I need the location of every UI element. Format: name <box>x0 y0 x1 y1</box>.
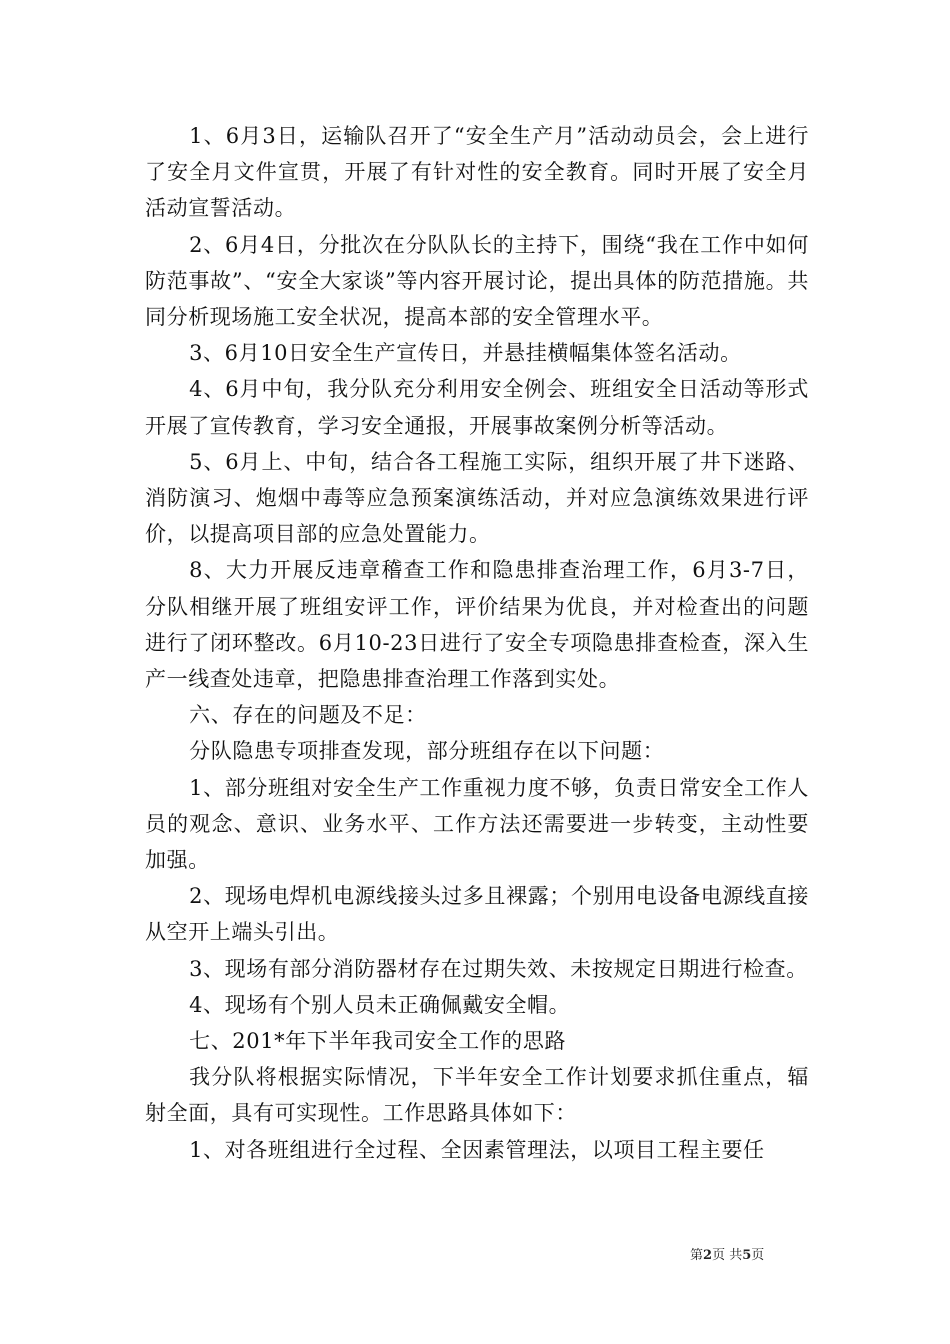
paragraph-11: 4、现场有个别人员未正确佩戴安全帽。 <box>189 992 571 1017</box>
page-number-footer <box>690 1248 820 1264</box>
paragraph-1: 1、6月3日，运输队召开了“安全生产月”活动动员会，会上进行了安全月文件宣贯，开展了有针对性的安全教育。同时开展了安全月活动宣誓活动。 <box>145 124 809 221</box>
paragraph-4: 4、6月中旬，我分队充分利用安全例会、班组安全日活动等形式开展了宣传教育，学习安全通报，开展事故案例分析等活动。 <box>145 377 809 438</box>
footer-current-page: 2 <box>703 1248 713 1263</box>
footer-total-pages: 5 <box>742 1248 752 1263</box>
document-body <box>145 118 809 1168</box>
section-heading-problems: 六、存在的问题及不足： <box>189 703 427 728</box>
footer-middle: 页 共 <box>712 1248 743 1263</box>
section-heading-plan: 七、201*年下半年我司安全工作的思路 <box>189 1029 567 1054</box>
footer-suffix: 页 <box>751 1248 765 1263</box>
paragraph-3: 3、6月10日安全生产宣传日，并悬挂横幅集体签名活动。 <box>189 341 742 366</box>
paragraph-9: 2、现场电焊机电源线接头过多且裸露；个别用电设备电源线直接从空开上端头引出。 <box>145 884 809 945</box>
paragraph-13: 1、对各班组进行全过程、全因素管理法，以项目工程主要任 <box>189 1137 765 1162</box>
footer-prefix: 第 <box>690 1248 704 1263</box>
paragraph-7: 分队隐患专项排查发现，部分班组存在以下问题： <box>189 739 665 764</box>
paragraph-10: 3、现场有部分消防器材存在过期失效、未按规定日期进行检查。 <box>189 956 808 981</box>
paragraph-2: 2、6月4日，分批次在分队队长的主持下，围绕“我在工作中如何防范事故”、“安全大家谈”等内容开展讨论，提出具体的防范措施。共同分析现场施工安全状况，提高本部的安全管理水平。 <box>145 232 809 330</box>
paragraph-8: 1、部分班组对安全生产工作重视力度不够，负责日常安全工作人员的观念、意识、业务水平、工作方法还需要进一步转变，主动性要加强。 <box>145 775 809 873</box>
paragraph-6: 8、大力开展反违章稽查工作和隐患排查治理工作，6月3-7日，分队相继开展了班组安评工作，评价结果为优良，并对检查出的问题进行了闭环整改。6月10-23日进行了安全专项隐患排查检查，深入生产一线查处违章，把隐患排查治理工作落到实处。 <box>145 558 809 692</box>
paragraph-5: 5、6月上、中旬，结合各工程施工实际，组织开展了井下迷路、消防演习、炮烟中毒等应急预案演练活动，并对应急演练效果进行评价，以提高项目部的应急处置能力。 <box>145 449 809 547</box>
paragraph-12: 我分队将根据实际情况，下半年安全工作计划要求抓住重点，辐射全面，具有可实现性。工作思路具体如下： <box>145 1065 809 1126</box>
